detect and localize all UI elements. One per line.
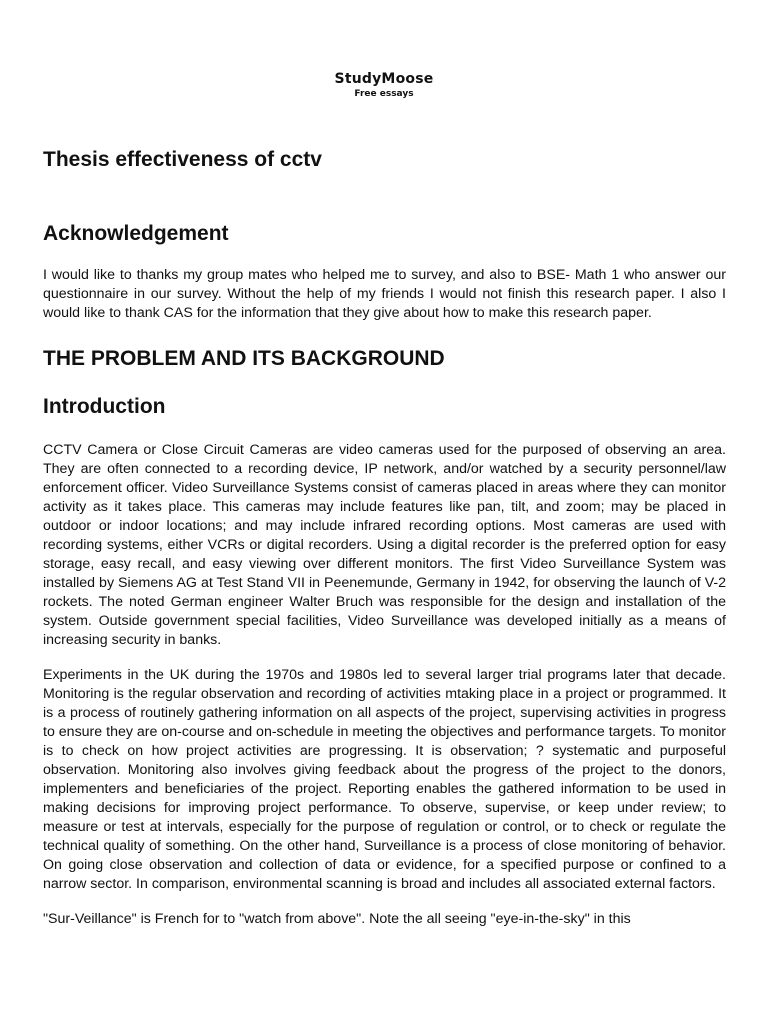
section-heading-introduction: Introduction: [43, 395, 166, 418]
site-header: [0, 70, 768, 100]
introduction-paragraph-2: Experiments in the UK during the 1970s and 1980s led to several larger trial programs later that decade. Monitoring is the regular observation and recording of activities mtaking place in a project or programmed. It is a process of routinely gathering information on all aspects of the project, supervising activities in progress to ensure they are on-course and on-schedule in meeting the objectives and performance targets. To monitor is to check on how project activities are progressing. It is observation; ? systematic and purposeful observation. Monitoring also involves giving feedback about the progress of the project to the donors, implementers and beneficiaries of the project. Reporting enables the gathered information to be used in making decisions for improving project performance. To observe, supervise, or keep under review; to measure or test at intervals, especially for the purpose of regulation or control, or to check or regulate the technical quality of something. On the other hand, Surveillance is a process of close monitoring of behavior. On going close observation and collection of data or evidence, for a specified purpose or confined to a narrow sector. In comparison, environmental scanning is broad and includes all associated external factors.: [43, 667, 726, 892]
document-body: [43, 146, 726, 929]
introduction-paragraph-1: CCTV Camera or Close Circuit Cameras are video cameras used for the purposed of observing an area. They are often connected to a recording device, IP network, and/or watched by a security personnel/law enforcement officer. Video Surveillance Systems consist of cameras placed in areas where they can monitor activity as it takes place. This cameras may include features like pan, tilt, and zoom; may be placed in outdoor or indoor locations; and may include infrared recording options. Most cameras are used with recording systems, either VCRs or digital recorders. Using a digital recorder is the preferred option for easy storage, easy recall, and easy viewing over different monitors. The first Video Surveillance System was installed by Siemens AG at Test Stand VII in Peenemunde, Germany in 1942, for observing the launch of V-2 rockets. The noted German engineer Walter Bruch was responsible for the design and installation of the system. Outside government special facilities, Video Surveillance was developed initially as a means of increasing security in banks.: [43, 442, 726, 648]
section-heading-problem: THE PROBLEM AND ITS BACKGROUND: [43, 347, 445, 370]
document-title: Thesis effectiveness of cctv: [43, 148, 322, 171]
brand-tagline: Free essays: [354, 89, 414, 99]
acknowledgement-paragraph: I would like to thanks my group mates who helped me to survey, and also to BSE- Math 1 who answer our questionnaire in our survey. Without the help of my friends I would not finish this research paper. I also I would like to thank CAS for the information that they give about how to make this research paper.: [43, 267, 726, 321]
introduction-paragraph-3: "Sur-Veillance" is French for to "watch from above". Note the all seeing "eye-in-the-sky" in this: [43, 911, 631, 927]
brand-logo[interactable]: StudyMoose: [334, 71, 434, 87]
section-heading-acknowledgement: Acknowledgement: [43, 222, 229, 245]
